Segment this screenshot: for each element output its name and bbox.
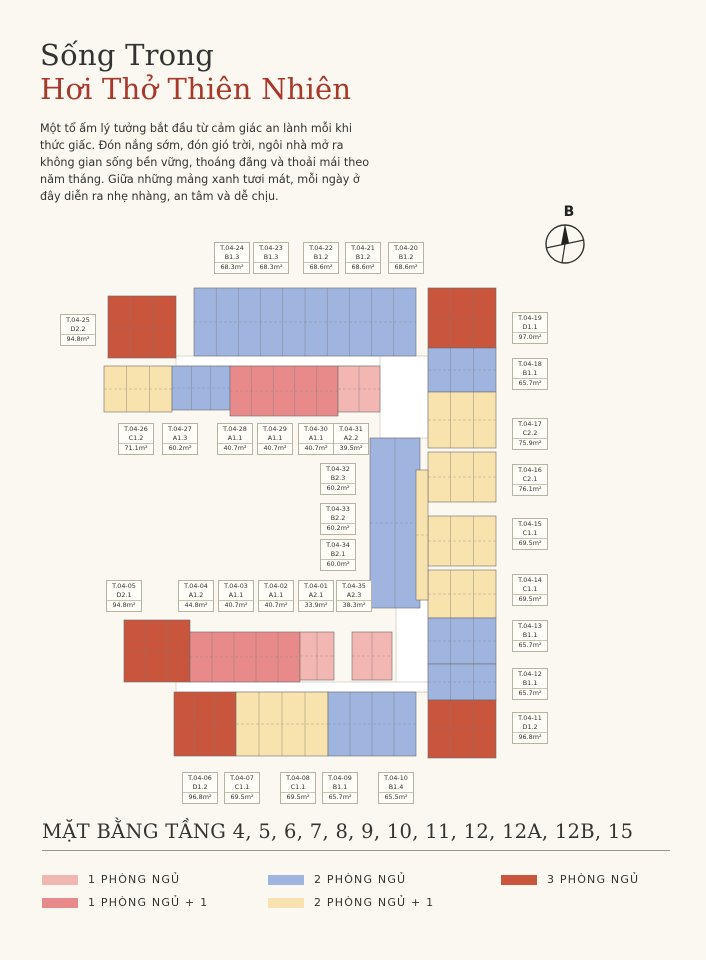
legend-2pn [268, 873, 406, 886]
unit-label [217, 423, 253, 455]
intro-paragraph: Một tổ ấm lý tưởng bắt đầu từ cảm giác an lành mỗi khi thức giấc. Đón nắng sớm, đón gió trời, ngôi nhà mở ra không gian sống bền vững, thoáng đãng và thoải mái theo năm tháng. Giữa những mảng xanh tươi mát, mỗi ngày ở đây diễn ra nhẹ nhàng, an tâm và dễ chịu. [40, 122, 370, 203]
unit-area: 65.7m² [513, 688, 547, 698]
unit-id: T.04-22 [309, 244, 333, 252]
unit-id: T.04-10 [384, 774, 408, 782]
legend-label-2pn: 2 PHÒNG NGỦ [314, 873, 407, 886]
unit-type: B1.1 [332, 783, 348, 791]
corridor-2 [396, 600, 428, 692]
unit-id: T.04-13 [518, 622, 542, 630]
unit-id: T.04-04 [184, 582, 208, 590]
unit-id: T.04-16 [518, 466, 542, 474]
unit-type: B1.3 [224, 253, 240, 261]
unit-id: T.04-34 [326, 541, 350, 549]
unit-area: 44.8m² [179, 600, 213, 610]
unit-area: 68.6m² [304, 262, 338, 272]
unit-id: T.04-17 [518, 420, 542, 428]
unit-id: T.04-01 [304, 582, 328, 590]
unit-block-3 [172, 366, 230, 410]
unit-type: A1.1 [267, 434, 283, 442]
unit-type: C1.1 [234, 783, 250, 791]
unit-id: T.04-26 [124, 425, 148, 433]
unit-type: B1.1 [522, 631, 538, 639]
unit-type: C1.1 [290, 783, 306, 791]
unit-id: T.04-07 [230, 774, 254, 782]
unit-area: 40.7m² [299, 443, 333, 453]
unit-label [512, 668, 548, 700]
unit-area: 69.5m² [513, 538, 547, 548]
unit-id: T.04-19 [518, 314, 542, 322]
unit-label [388, 242, 424, 274]
unit-area: 65.7m² [323, 792, 357, 802]
unit-id: T.04-21 [351, 244, 375, 252]
unit-label [320, 503, 356, 535]
unit-type: C2.1 [522, 475, 538, 483]
unit-type: C1.1 [522, 529, 538, 537]
unit-id: T.04-05 [112, 582, 136, 590]
compass-label: B [563, 204, 575, 220]
page-title-line1: Sống Trong [40, 38, 214, 72]
unit-area: 96.8m² [183, 792, 217, 802]
unit-id: T.04-08 [286, 774, 310, 782]
legend-1pn [42, 873, 180, 886]
unit-area: 71.1m² [119, 443, 153, 453]
unit-type: D2.2 [70, 325, 86, 333]
unit-type: D1.2 [522, 723, 538, 731]
unit-area: 97.0m² [513, 332, 547, 342]
unit-area: 60.0m² [321, 559, 355, 569]
unit-area: 69.5m² [225, 792, 259, 802]
unit-area: 65.7m² [513, 378, 547, 388]
corridor-1 [380, 356, 428, 438]
unit-area: 68.6m² [346, 262, 380, 272]
unit-id: T.04-25 [66, 316, 90, 324]
unit-area: 38.3m² [337, 600, 371, 610]
unit-id: T.04-11 [518, 714, 542, 722]
legend-swatch-2pn-plus [268, 898, 304, 908]
unit-type: B1.4 [388, 783, 404, 791]
unit-id: T.04-27 [168, 425, 192, 433]
unit-label [258, 580, 294, 612]
page-title-line2: Hơi Thở Thiên Nhiên [40, 72, 352, 106]
unit-label [512, 620, 548, 652]
legend-swatch-3pn [501, 875, 537, 885]
unit-type: D1.2 [192, 783, 208, 791]
unit-label [512, 464, 548, 496]
unit-type: C2.2 [522, 429, 538, 437]
unit-type: A1.1 [268, 591, 284, 599]
unit-area: 39.5m² [334, 443, 368, 453]
unit-type: D2.1 [116, 591, 132, 599]
corridor-3 [176, 682, 428, 692]
legend-label-2pn-plus: 2 PHÒNG NGỦ + 1 [314, 896, 435, 909]
unit-id: T.04-09 [328, 774, 352, 782]
unit-type: D1.1 [522, 323, 538, 331]
unit-id: T.04-06 [188, 774, 212, 782]
unit-type: B2.2 [330, 514, 346, 522]
unit-area: 60.2m² [321, 483, 355, 493]
legend-swatch-1pn-plus [42, 898, 78, 908]
unit-id: T.04-15 [518, 520, 542, 528]
legend-1pn-plus [42, 896, 208, 909]
unit-id: T.04-33 [326, 505, 350, 513]
unit-label [182, 772, 218, 804]
unit-label [333, 423, 369, 455]
unit-type: C1.1 [522, 585, 538, 593]
unit-label [178, 580, 214, 612]
unit-label [60, 314, 96, 346]
unit-id: T.04-28 [223, 425, 247, 433]
unit-id: T.04-35 [342, 582, 366, 590]
unit-area: 68.3m² [254, 262, 288, 272]
unit-id: T.04-31 [339, 425, 363, 433]
unit-label [257, 423, 293, 455]
unit-type: B2.3 [330, 474, 346, 482]
unit-area: 40.7m² [219, 600, 253, 610]
unit-label [512, 358, 548, 390]
legend-2pn-plus [268, 896, 434, 909]
unit-type: C1.2 [128, 434, 144, 442]
unit-area: 94.8m² [61, 334, 95, 344]
unit-label [106, 580, 142, 612]
unit-area: 94.8m² [107, 600, 141, 610]
unit-label [303, 242, 339, 274]
unit-id: T.04-12 [518, 670, 542, 678]
unit-type: B1.2 [355, 253, 371, 261]
unit-type: B1.2 [313, 253, 329, 261]
unit-label [336, 580, 372, 612]
unit-label [298, 423, 334, 455]
unit-id: T.04-18 [518, 360, 542, 368]
unit-id: T.04-30 [304, 425, 328, 433]
legend-label-1pn-plus: 1 PHÒNG NGỦ + 1 [88, 896, 209, 909]
unit-id: T.04-14 [518, 576, 542, 584]
unit-type: A2.3 [346, 591, 362, 599]
legend-swatch-2pn [268, 875, 304, 885]
unit-type: B1.1 [522, 369, 538, 377]
unit-area: 76.1m² [513, 484, 547, 494]
unit-id: T.04-32 [326, 465, 350, 473]
unit-type: B2.1 [330, 550, 346, 558]
unit-id: T.04-23 [259, 244, 283, 252]
unit-label [512, 518, 548, 550]
unit-area: 69.5m² [513, 594, 547, 604]
unit-id: T.04-20 [394, 244, 418, 252]
unit-area: 40.7m² [218, 443, 252, 453]
unit-type: A1.3 [172, 434, 188, 442]
legend-label-1pn: 1 PHÒNG NGỦ [88, 873, 181, 886]
unit-area: 69.5m² [281, 792, 315, 802]
unit-type: A2.2 [343, 434, 359, 442]
unit-label [214, 242, 250, 274]
unit-label [162, 423, 198, 455]
title-divider [42, 850, 670, 851]
unit-label [298, 580, 334, 612]
unit-type: A1.1 [227, 434, 243, 442]
unit-label [512, 418, 548, 450]
unit-label [512, 712, 548, 744]
unit-id: T.04-02 [264, 582, 288, 590]
unit-label [322, 772, 358, 804]
unit-id: T.04-03 [224, 582, 248, 590]
unit-id: T.04-29 [263, 425, 287, 433]
unit-label [320, 539, 356, 571]
unit-label [224, 772, 260, 804]
unit-type: A1.1 [228, 591, 244, 599]
unit-area: 40.7m² [259, 600, 293, 610]
unit-area: 65.7m² [513, 640, 547, 650]
unit-type: B1.2 [398, 253, 414, 261]
unit-label [320, 463, 356, 495]
legend-3pn [501, 873, 639, 886]
unit-label [118, 423, 154, 455]
unit-label [345, 242, 381, 274]
unit-type: A1.2 [188, 591, 204, 599]
unit-type: A1.1 [308, 434, 324, 442]
unit-area: 60.2m² [321, 523, 355, 533]
unit-area: 68.3m² [215, 262, 249, 272]
unit-id: T.04-24 [220, 244, 244, 252]
unit-label [512, 312, 548, 344]
unit-label [378, 772, 414, 804]
unit-area: 33.9m² [299, 600, 333, 610]
unit-area: 68.6m² [389, 262, 423, 272]
unit-area: 40.7m² [258, 443, 292, 453]
north-compass-icon [538, 202, 592, 268]
unit-type: B1.1 [522, 679, 538, 687]
unit-area: 60.2m² [163, 443, 197, 453]
unit-area: 65.5m² [379, 792, 413, 802]
unit-area: 75.9m² [513, 438, 547, 448]
unit-area: 96.8m² [513, 732, 547, 742]
unit-label [253, 242, 289, 274]
unit-label [512, 574, 548, 606]
unit-label [218, 580, 254, 612]
unit-label [280, 772, 316, 804]
unit-type: B1.3 [263, 253, 279, 261]
floors-title: MẶT BẰNG TẦNG 4, 5, 6, 7, 8, 9, 10, 11, 12, 12A, 12B, 15 [42, 820, 634, 843]
unit-type: A2.1 [308, 591, 324, 599]
legend-swatch-1pn [42, 875, 78, 885]
legend-label-3pn: 3 PHÒNG NGỦ [547, 873, 640, 886]
